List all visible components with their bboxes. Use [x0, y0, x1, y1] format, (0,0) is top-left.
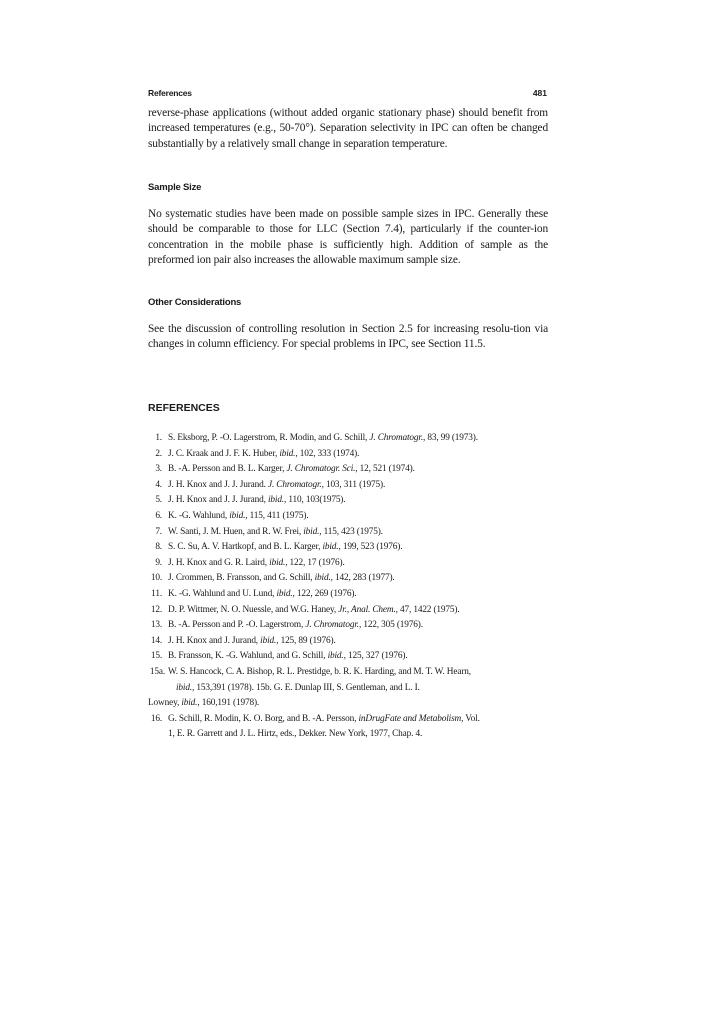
reference-item	[148, 587, 548, 603]
page-number: 481	[532, 88, 547, 98]
reference-item	[148, 634, 548, 650]
reference-item-15a	[148, 665, 548, 681]
reference-text: B. Fransson, K. -G. Wahlund, and G. Schill,	[168, 651, 328, 662]
reference-journal: Jr., Anal. Chem.,	[338, 604, 398, 615]
reference-item-16	[148, 712, 548, 728]
reference-journal: J. Chromatogr. Sci.,	[286, 464, 358, 475]
reference-journal: ibid.,	[322, 542, 341, 553]
reference-item	[148, 649, 548, 665]
reference-number: 7.	[155, 526, 162, 537]
reference-text: K. -G. Wahlund,	[168, 510, 230, 521]
reference-journal: ibid.,	[260, 635, 279, 646]
reference-text: 199, 523 (1976).	[340, 542, 403, 553]
reference-number: 14.	[150, 635, 162, 646]
reference-number: 5.	[155, 495, 162, 506]
reference-text: 103, 311 (1975).	[323, 479, 386, 490]
reference-journal: ibid.,	[229, 510, 248, 521]
reference-number: 1.	[155, 433, 162, 443]
reference-text: 125, 89 (1976).	[278, 635, 336, 646]
reference-item	[148, 540, 548, 556]
paragraph-other-considerations: See the discussion of controlling resolution in Section 2.5 for increasing resolu-tion via changes in column efficiency. For special problems in IPC, see Section 11.5.	[148, 323, 548, 351]
reference-text: 47, 1422 (1975).	[397, 604, 460, 615]
reference-text: 110, 103(1975).	[286, 495, 346, 506]
reference-item	[148, 556, 548, 572]
heading-sample-size: Sample Size	[148, 182, 202, 193]
reference-item	[148, 603, 548, 619]
book-page	[148, 0, 548, 1024]
reference-text: 115, 411 (1975).	[247, 510, 309, 521]
reference-text: S. Eksborg, P. -O. Lagerstrom, R. Modin, and G. Schill,	[168, 433, 370, 443]
reference-item	[148, 447, 548, 463]
reference-number: 3.	[155, 464, 162, 475]
reference-text: 83, 99 (1973).	[425, 433, 478, 443]
reference-item	[148, 525, 548, 541]
heading-other-considerations: Other Considerations	[148, 297, 242, 308]
reference-continuation	[148, 727, 548, 743]
reference-number: 16.	[150, 713, 162, 724]
reference-journal: J. Chromatogr.,	[369, 433, 426, 443]
reference-item	[148, 571, 548, 587]
reference-continuation	[148, 681, 548, 697]
references-heading: REFERENCES	[148, 402, 220, 414]
reference-journal: ibid.,	[303, 526, 322, 537]
reference-text: J. H. Knox and G. R. Laird,	[168, 557, 270, 568]
reference-journal: ibid.,	[276, 588, 295, 599]
reference-journal: inDrugFate and Metabolism,	[358, 713, 464, 724]
reference-number: 11.	[151, 588, 162, 599]
reference-text: W. S. Hancock, C. A. Bishop, R. L. Prestidge, b. R. K. Harding, and M. T. W. Hearn,	[168, 666, 471, 677]
paragraph-temperature: reverse-phase applications (without added organic stationary phase) should benefit from increased temperatures (e.g., 50-70°). Separation selectivity in IPC can often be changed substantially by a relatively small change in separation temperature.	[148, 107, 548, 150]
reference-number: 2.	[155, 448, 162, 459]
reference-journal: ibid.,	[267, 495, 287, 506]
reference-text: 122, 269 (1976).	[294, 588, 357, 599]
reference-text: 122, 17 (1976).	[287, 557, 345, 568]
reference-text: 122, 305 (1976).	[361, 620, 423, 631]
reference-journal: ibid.,	[269, 557, 288, 568]
reference-text: J. H. Knox and J. J. Jurand,	[168, 495, 268, 506]
reference-journal: ibid.,	[327, 651, 346, 662]
reference-number: 12.	[150, 604, 162, 615]
reference-text: G. Schill, R. Modin, K. O. Borg, and B. -A. Persson,	[168, 713, 359, 724]
reference-journal: J. Chromatogr.,	[305, 620, 362, 631]
reference-number: 6.	[155, 510, 162, 521]
reference-text: 1, E. R. Garrett and J. L. Hirtz, eds., Dekker. New York, 1977, Chap. 4.	[168, 729, 423, 740]
reference-text: J. H. Knox and J. Jurand,	[168, 635, 261, 646]
reference-text: B. -A. Persson and B. L. Karger,	[168, 464, 287, 475]
reference-number: 15a.	[149, 666, 165, 677]
reference-text: 153,391 (1978). 15b. G. E. Dunlap III, S. Gentleman, and L. I.	[194, 682, 420, 693]
reference-number: 8.	[155, 542, 162, 553]
reference-list	[148, 431, 548, 743]
reference-text: K. -G. Wahlund and U. Lund,	[168, 588, 277, 599]
reference-item	[148, 509, 548, 525]
reference-text: D. P. Wittmer, N. O. Nuessle, and W.G. Haney,	[168, 604, 339, 615]
reference-text: 115, 423 (1975).	[321, 526, 383, 537]
reference-text: S. C. Su, A. V. Hartkopf, and B. L. Karger,	[168, 542, 323, 553]
reference-number: 13.	[150, 620, 162, 631]
reference-text: J. C. Kraak and J. F. K. Huber,	[168, 448, 280, 459]
reference-text: 160,191 (1978).	[199, 698, 260, 709]
reference-text: W. Santi, J. M. Huen, and R. W. Frei,	[168, 526, 304, 537]
reference-number: 4.	[155, 479, 162, 490]
reference-text: 142, 283 (1977).	[332, 573, 395, 584]
paragraph-sample-size: No systematic studies have been made on possible sample sizes in IPC. Generally these should be comparable to those for LLC (Section 7.4), particularly if the counter-ion concentration in the mobile phase is sufficiently high. Addition of sample as the preformed ion pair also increases the allowable maximum sample size.	[148, 208, 548, 267]
reference-item	[148, 431, 548, 447]
reference-text: B. -A. Persson and P. -O. Lagerstrom,	[168, 620, 306, 631]
reference-item	[148, 493, 548, 509]
reference-text: Vol.	[463, 713, 480, 724]
reference-number: 10.	[150, 573, 162, 584]
reference-journal: ibid.,	[279, 448, 298, 459]
reference-journal: ibid.,	[181, 698, 200, 709]
reference-text: 102, 333 (1974).	[297, 448, 360, 459]
running-head-title: References	[148, 88, 192, 98]
reference-continuation	[148, 696, 548, 712]
reference-item	[148, 478, 548, 494]
reference-text: J. H. Knox and J. J. Jurand.	[168, 479, 268, 490]
reference-item	[148, 618, 548, 634]
reference-text: 12, 521 (1974).	[357, 464, 415, 475]
reference-text: J. Crommen, B. Fransson, and G. Schill,	[168, 573, 315, 584]
reference-text: Lowney,	[148, 698, 182, 709]
reference-journal: J. Chromatogr.,	[267, 479, 324, 490]
reference-number: 9.	[155, 557, 162, 568]
reference-journal: ibid.,	[176, 682, 195, 693]
reference-text: 125, 327 (1976).	[345, 651, 408, 662]
reference-journal: ibid.,	[314, 573, 333, 584]
reference-number: 15.	[150, 651, 162, 662]
reference-item	[148, 462, 548, 478]
